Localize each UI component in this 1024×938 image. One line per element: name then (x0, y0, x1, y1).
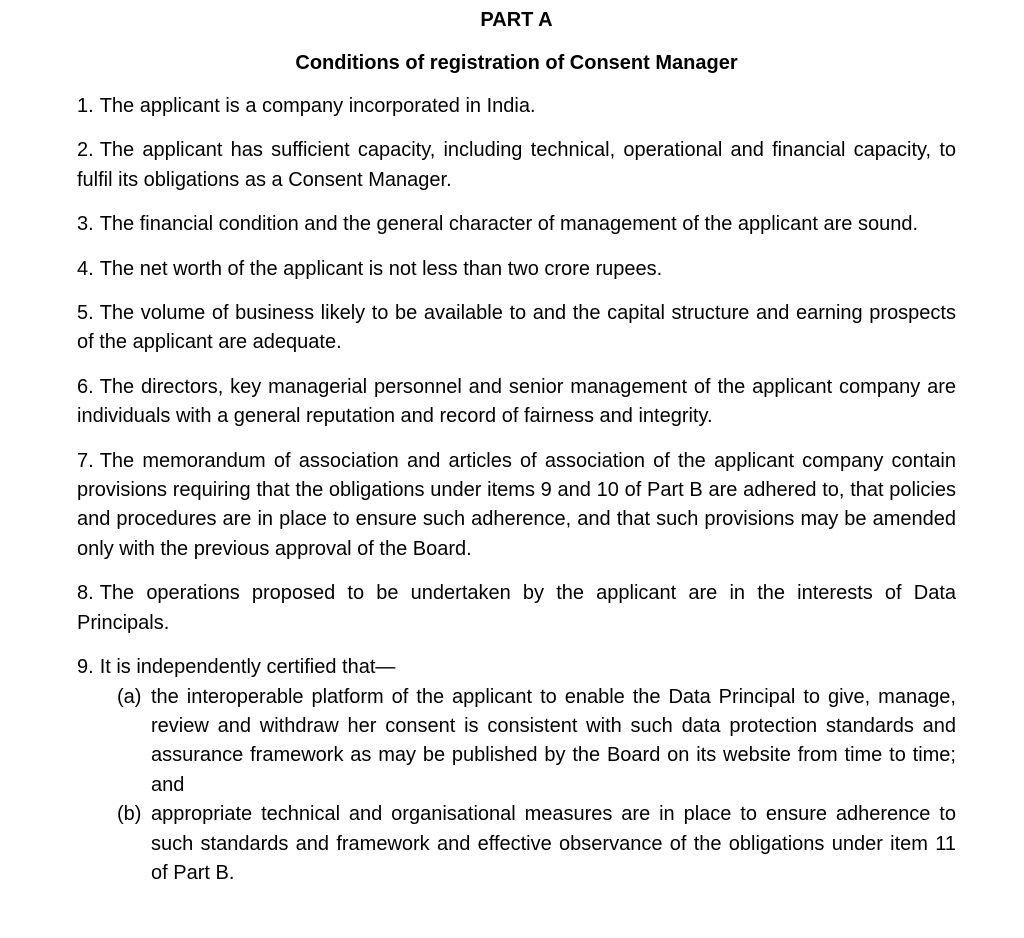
clause-4 (77, 255, 956, 284)
part-title: PART A (480, 9, 553, 31)
clause-text: The net worth of the applicant is not less than two crore rupees. (99, 257, 663, 280)
clause-number: 2. (77, 139, 94, 162)
clause-8 (77, 579, 956, 638)
sub-clause-text: the interoperable platform of the applicant to enable the Data Principal to give, manage, review and withdraw her consent is consistent with such data protection standards and assurance framework as may be published by the Board on its website from time to time; and (151, 685, 956, 796)
clause-number: 6. (77, 375, 94, 398)
clause-6 (77, 373, 956, 432)
sub-clause-b (77, 800, 956, 888)
clause-1 (77, 92, 956, 121)
clause-text: The operations proposed to be undertaken by the applicant are in the interests of Data Principals. (77, 582, 956, 634)
clause-text: It is independently certified that— (99, 656, 396, 679)
sub-clause-marker: (a) (117, 685, 142, 708)
clause-number: 3. (77, 213, 94, 236)
document-heading: Conditions of registration of Consent Manager (295, 52, 738, 74)
clause-text: The volume of business likely to be available to and the capital structure and earning prospects of the applicant are adequate. (77, 302, 956, 354)
clause-text: The applicant is a company incorporated in India. (99, 95, 536, 117)
clause-7 (77, 447, 956, 565)
clause-number: 8. (77, 582, 94, 605)
sub-clause-list (77, 683, 956, 889)
clause-number: 7. (77, 449, 94, 472)
clause-9 (77, 653, 956, 682)
clause-text: The applicant has sufficient capacity, including technical, operational and financial capacity, to fulfil its obligations as a Consent Manager. (77, 139, 956, 191)
sub-clause-marker: (b) (117, 803, 142, 826)
clause-number: 1. (77, 95, 94, 117)
sub-clause-a (77, 683, 956, 801)
clause-2 (77, 136, 956, 195)
clause-number: 9. (77, 656, 94, 679)
clause-5 (77, 299, 956, 358)
clause-number: 4. (77, 257, 94, 280)
clause-text: The directors, key managerial personnel and senior management of the applicant company are individuals with a general reputation and record of fairness and integrity. (77, 375, 956, 428)
clause-text: The financial condition and the general character of management of the applicant are sound. (99, 213, 918, 236)
clause-3 (77, 210, 956, 239)
clause-text: The memorandum of association and articles of association of the applicant company contain provisions requiring that the obligations under items 9 and 10 of Part B are adhered to, that policies and procedures are in place to ensure such adherence, and that such provisions may be amended only with the previous approval of the Board. (77, 449, 956, 560)
clause-number: 5. (77, 302, 94, 325)
sub-clause-text: appropriate technical and organisational measures are in place to ensure adherence to such standards and framework and effective observance of the obligations under item 11 of Part B. (151, 803, 956, 884)
